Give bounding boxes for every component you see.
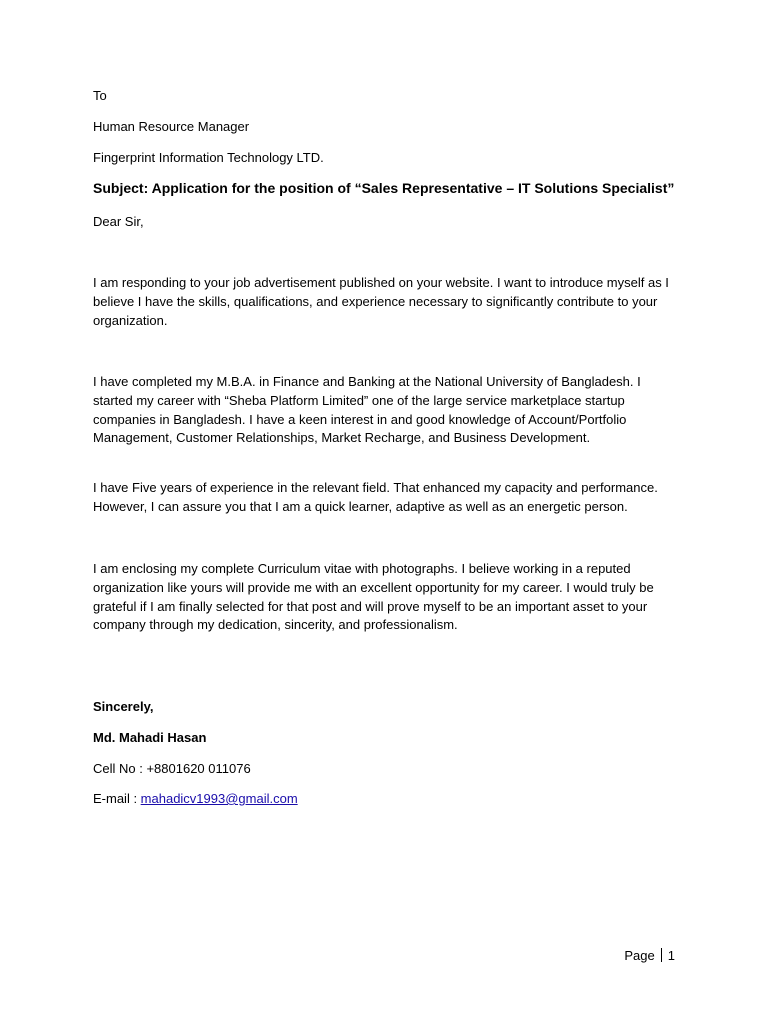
email-line: [93, 789, 298, 808]
cell-number: Cell No : +8801620 011076: [93, 761, 251, 776]
email-link[interactable]: mahadicv1993@gmail.com: [140, 791, 298, 806]
salutation: Dear Sir,: [93, 214, 144, 229]
closing-sincerely: Sincerely,: [93, 699, 154, 714]
company-name: Fingerprint Information Technology LTD.: [93, 150, 324, 165]
paragraph-intro: I am responding to your job advertisement published on your website. I want to introduce myself as I believe I have the skills, qualifications, and experience necessary to significantly contribute to your organization.: [93, 275, 669, 328]
page-separator: [661, 948, 662, 962]
sender-name: Md. Mahadi Hasan: [93, 730, 207, 745]
email-label: E-mail :: [93, 791, 141, 806]
paragraph-experience: I have Five years of experience in the relevant field. That enhanced my capacity and performance. However, I can assure you that I am a quick learner, adaptive as well as an energetic person.: [93, 480, 658, 514]
paragraph-closing: I am enclosing my complete Curriculum vitae with photographs. I believe working in a reputed organization like yours will provide me with an excellent opportunity for my career. I would truly be grateful if I am finally selected for that post and will prove myself to be an important asset to your company through my dedication, sincerity, and professionalism.: [93, 561, 654, 633]
page-label: Page: [624, 948, 655, 963]
recipient-title: Human Resource Manager: [93, 119, 250, 134]
subject-line: Subject: Application for the position of “Sales Representative – IT Solutions Specialist”: [93, 180, 675, 196]
page-number: 1: [667, 948, 675, 963]
page-footer: [624, 946, 675, 965]
paragraph-education: I have completed my M.B.A. in Finance and Banking at the National University of Bangladesh. I started my career with “Sheba Platform Limited” one of the large service marketplace startup companies in Bangladesh. I have a keen interest in and good knowledge of Account/Portfolio Management, Customer Relationships, Market Recharge, and Business Development.: [93, 374, 641, 446]
to-line: To: [93, 88, 107, 103]
